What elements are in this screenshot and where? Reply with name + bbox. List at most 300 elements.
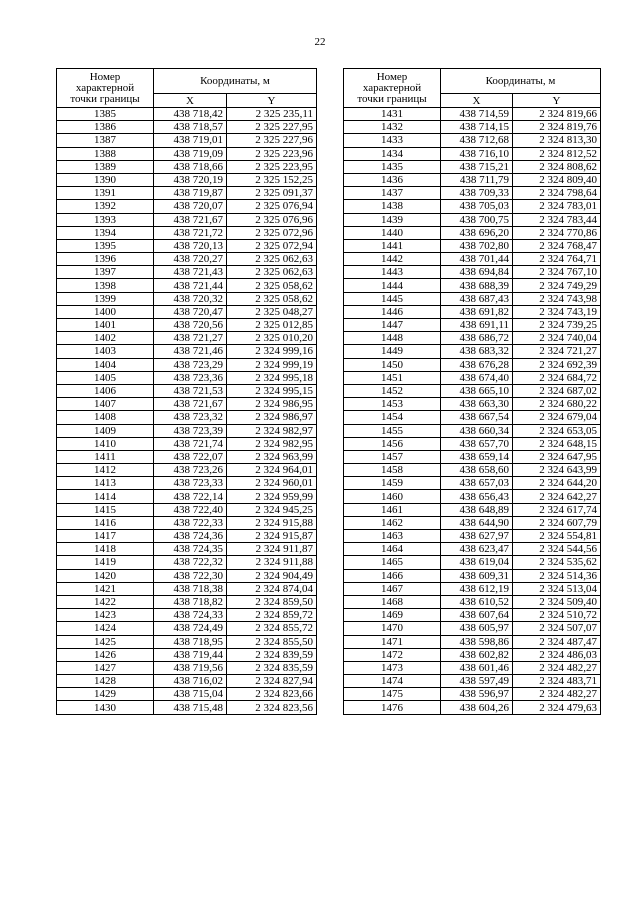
x-coordinate-cell: 438 723,32 [154,411,227,424]
point-number-cell: 1389 [57,160,154,173]
y-coordinate-cell: 2 325 235,11 [227,108,317,121]
table-row [57,609,317,622]
y-coordinate-cell: 2 324 911,87 [227,543,317,556]
page-number: 22 [314,36,326,48]
x-coordinate-cell: 438 718,66 [154,160,227,173]
point-number-cell: 1416 [57,516,154,529]
x-coordinate-cell: 438 597,49 [441,675,513,688]
table-row [344,424,601,437]
point-number-cell: 1403 [57,345,154,358]
point-number-cell: 1460 [344,490,441,503]
y-coordinate-cell: 2 324 960,01 [227,477,317,490]
y-coordinate-cell: 2 325 076,96 [227,213,317,226]
y-coordinate-cell: 2 324 739,25 [513,319,601,332]
x-coordinate-cell: 438 720,13 [154,239,227,252]
point-number-cell: 1432 [344,121,441,134]
y-coordinate-cell: 2 324 874,04 [227,582,317,595]
x-coordinate-cell: 438 720,56 [154,319,227,332]
table-row [57,437,317,450]
point-number-cell: 1426 [57,648,154,661]
table-row [344,701,601,714]
table-row [344,384,601,397]
point-number-cell: 1470 [344,622,441,635]
x-coordinate-cell: 438 719,87 [154,187,227,200]
y-coordinate-cell: 2 324 999,16 [227,345,317,358]
y-coordinate-cell: 2 324 687,02 [513,384,601,397]
table-row [57,622,317,635]
header-x: X [441,94,513,108]
x-coordinate-cell: 438 596,97 [441,688,513,701]
header-point-line: Номер [89,70,121,83]
x-coordinate-cell: 438 722,32 [154,556,227,569]
y-coordinate-cell: 2 324 809,40 [513,173,601,186]
x-coordinate-cell: 438 702,80 [441,239,513,252]
x-coordinate-cell: 438 658,60 [441,464,513,477]
table-row [57,595,317,608]
y-coordinate-cell: 2 325 223,95 [227,160,317,173]
y-coordinate-cell: 2 324 653,05 [513,424,601,437]
y-coordinate-cell: 2 325 072,94 [227,239,317,252]
x-coordinate-cell: 438 715,04 [154,688,227,701]
table-row [344,358,601,371]
table-row [344,595,601,608]
x-coordinate-cell: 438 723,26 [154,464,227,477]
y-coordinate-cell: 2 324 482,27 [513,661,601,674]
table-row [344,582,601,595]
y-coordinate-cell: 2 324 647,95 [513,450,601,463]
point-number-cell: 1424 [57,622,154,635]
x-coordinate-cell: 438 696,20 [441,226,513,239]
x-coordinate-cell: 438 657,70 [441,437,513,450]
x-coordinate-cell: 438 722,33 [154,516,227,529]
point-number-cell: 1468 [344,595,441,608]
point-number-cell: 1472 [344,648,441,661]
point-number-cell: 1445 [344,292,441,305]
x-coordinate-cell: 438 644,90 [441,516,513,529]
y-coordinate-cell: 2 324 721,27 [513,345,601,358]
table-row [57,464,317,477]
x-coordinate-cell: 438 721,53 [154,384,227,397]
table-row [344,516,601,529]
table-row [57,226,317,239]
table-row [57,358,317,371]
y-coordinate-cell: 2 325 058,62 [227,279,317,292]
y-coordinate-cell: 2 324 827,94 [227,675,317,688]
x-coordinate-cell: 438 720,47 [154,305,227,318]
y-coordinate-cell: 2 324 648,15 [513,437,601,450]
x-coordinate-cell: 438 721,44 [154,279,227,292]
point-number-cell: 1400 [57,305,154,318]
table-row [57,266,317,279]
table-row [344,635,601,648]
x-coordinate-cell: 438 716,10 [441,147,513,160]
x-coordinate-cell: 438 686,72 [441,332,513,345]
y-coordinate-cell: 2 324 982,97 [227,424,317,437]
point-number-cell: 1459 [344,477,441,490]
y-coordinate-cell: 2 324 486,03 [513,648,601,661]
point-number-cell: 1408 [57,411,154,424]
table-row [57,160,317,173]
table-row [57,648,317,661]
table-row [57,477,317,490]
y-coordinate-cell: 2 324 904,49 [227,569,317,582]
point-number-cell: 1421 [57,582,154,595]
table-row [57,424,317,437]
point-number-cell: 1440 [344,226,441,239]
point-number-cell: 1433 [344,134,441,147]
point-number-cell: 1429 [57,688,154,701]
x-coordinate-cell: 438 715,48 [154,701,227,714]
point-number-cell: 1393 [57,213,154,226]
point-number-cell: 1454 [344,411,441,424]
x-coordinate-cell: 438 700,75 [441,213,513,226]
header-point-line: характерной [362,81,422,94]
y-coordinate-cell: 2 324 945,25 [227,503,317,516]
table-row [57,569,317,582]
x-coordinate-cell: 438 719,01 [154,134,227,147]
table-row [344,530,601,543]
table-row [344,200,601,213]
y-coordinate-cell: 2 324 764,71 [513,253,601,266]
x-coordinate-cell: 438 657,03 [441,477,513,490]
point-number-cell: 1391 [57,187,154,200]
point-number-cell: 1398 [57,279,154,292]
point-number-cell: 1457 [344,450,441,463]
table-row [57,582,317,595]
y-coordinate-cell: 2 325 010,20 [227,332,317,345]
point-number-cell: 1422 [57,595,154,608]
table-row [57,239,317,252]
point-number-cell: 1447 [344,319,441,332]
header-point-number [344,69,441,108]
point-number-cell: 1461 [344,503,441,516]
y-coordinate-cell: 2 325 076,94 [227,200,317,213]
table-row [344,134,601,147]
x-coordinate-cell: 438 722,40 [154,503,227,516]
table-row [344,622,601,635]
table-row [344,411,601,424]
table-row [57,384,317,397]
y-coordinate-cell: 2 324 554,81 [513,530,601,543]
point-number-cell: 1386 [57,121,154,134]
x-coordinate-cell: 438 721,27 [154,332,227,345]
point-number-cell: 1415 [57,503,154,516]
table-row [57,173,317,186]
y-coordinate-cell: 2 324 855,50 [227,635,317,648]
table-row [344,319,601,332]
y-coordinate-cell: 2 324 959,99 [227,490,317,503]
point-number-cell: 1451 [344,371,441,384]
x-coordinate-cell: 438 705,03 [441,200,513,213]
x-coordinate-cell: 438 660,34 [441,424,513,437]
point-number-cell: 1413 [57,477,154,490]
x-coordinate-cell: 438 722,30 [154,569,227,582]
x-coordinate-cell: 438 715,21 [441,160,513,173]
x-coordinate-cell: 438 718,95 [154,635,227,648]
point-number-cell: 1388 [57,147,154,160]
point-number-cell: 1463 [344,530,441,543]
table-row [344,253,601,266]
point-number-cell: 1419 [57,556,154,569]
x-coordinate-cell: 438 719,56 [154,661,227,674]
y-coordinate-cell: 2 325 048,27 [227,305,317,318]
y-coordinate-cell: 2 325 012,85 [227,319,317,332]
y-coordinate-cell: 2 325 223,96 [227,147,317,160]
x-coordinate-cell: 438 718,38 [154,582,227,595]
point-number-cell: 1414 [57,490,154,503]
x-coordinate-cell: 438 607,64 [441,609,513,622]
y-coordinate-cell: 2 324 986,95 [227,398,317,411]
y-coordinate-cell: 2 324 808,62 [513,160,601,173]
point-number-cell: 1469 [344,609,441,622]
y-coordinate-cell: 2 324 813,30 [513,134,601,147]
table-row [57,411,317,424]
table-row [57,253,317,266]
point-number-cell: 1443 [344,266,441,279]
table-row [344,108,601,121]
y-coordinate-cell: 2 325 062,63 [227,253,317,266]
x-coordinate-cell: 438 720,19 [154,173,227,186]
point-number-cell: 1387 [57,134,154,147]
point-number-cell: 1394 [57,226,154,239]
y-coordinate-cell: 2 324 483,71 [513,675,601,688]
table-row [57,450,317,463]
point-number-cell: 1385 [57,108,154,121]
x-coordinate-cell: 438 663,30 [441,398,513,411]
x-coordinate-cell: 438 721,67 [154,398,227,411]
table-row [57,319,317,332]
x-coordinate-cell: 438 623,47 [441,543,513,556]
x-coordinate-cell: 438 683,32 [441,345,513,358]
table-row [57,292,317,305]
y-coordinate-cell: 2 324 479,63 [513,701,601,714]
y-coordinate-cell: 2 325 062,63 [227,266,317,279]
x-coordinate-cell: 438 687,43 [441,292,513,305]
table-row [57,516,317,529]
y-coordinate-cell: 2 324 812,52 [513,147,601,160]
point-number-cell: 1407 [57,398,154,411]
y-coordinate-cell: 2 324 823,66 [227,688,317,701]
point-number-cell: 1409 [57,424,154,437]
x-coordinate-cell: 438 598,86 [441,635,513,648]
y-coordinate-cell: 2 324 963,99 [227,450,317,463]
y-coordinate-cell: 2 324 839,59 [227,648,317,661]
point-number-cell: 1442 [344,253,441,266]
point-number-cell: 1466 [344,569,441,582]
y-coordinate-cell: 2 324 819,76 [513,121,601,134]
x-coordinate-cell: 438 718,82 [154,595,227,608]
table-row [344,648,601,661]
x-coordinate-cell: 438 721,67 [154,213,227,226]
table-row [57,147,317,160]
table-row [344,121,601,134]
table-row [344,305,601,318]
y-coordinate-cell: 2 324 743,98 [513,292,601,305]
x-coordinate-cell: 438 676,28 [441,358,513,371]
y-coordinate-cell: 2 324 982,95 [227,437,317,450]
y-coordinate-cell: 2 324 859,72 [227,609,317,622]
point-number-cell: 1434 [344,147,441,160]
y-coordinate-cell: 2 324 819,66 [513,108,601,121]
point-number-cell: 1431 [344,108,441,121]
x-coordinate-cell: 438 610,52 [441,595,513,608]
table-row [344,490,601,503]
y-coordinate-cell: 2 324 855,72 [227,622,317,635]
table-row [344,173,601,186]
x-coordinate-cell: 438 711,79 [441,173,513,186]
x-coordinate-cell: 438 665,10 [441,384,513,397]
table-row [57,661,317,674]
point-number-cell: 1474 [344,675,441,688]
table-row [344,398,601,411]
y-coordinate-cell: 2 324 544,56 [513,543,601,556]
header-point-line: Номер [376,70,408,83]
y-coordinate-cell: 2 324 915,88 [227,516,317,529]
x-coordinate-cell: 438 723,33 [154,477,227,490]
point-number-cell: 1467 [344,582,441,595]
x-coordinate-cell: 438 714,59 [441,108,513,121]
y-coordinate-cell: 2 324 487,47 [513,635,601,648]
table-row [344,213,601,226]
point-number-cell: 1420 [57,569,154,582]
header-coordinates: Координаты, м [441,69,601,94]
y-coordinate-cell: 2 324 482,27 [513,688,601,701]
point-number-cell: 1417 [57,530,154,543]
table-row [344,503,601,516]
x-coordinate-cell: 438 721,72 [154,226,227,239]
x-coordinate-cell: 438 602,82 [441,648,513,661]
y-coordinate-cell: 2 324 692,39 [513,358,601,371]
y-coordinate-cell: 2 324 798,64 [513,187,601,200]
x-coordinate-cell: 438 723,36 [154,371,227,384]
point-number-cell: 1446 [344,305,441,318]
y-coordinate-cell: 2 324 986,97 [227,411,317,424]
y-coordinate-cell: 2 324 535,62 [513,556,601,569]
x-coordinate-cell: 438 609,31 [441,569,513,582]
y-coordinate-cell: 2 324 964,01 [227,464,317,477]
table-row [57,345,317,358]
point-number-cell: 1436 [344,173,441,186]
point-number-cell: 1437 [344,187,441,200]
y-coordinate-cell: 2 324 740,04 [513,332,601,345]
point-number-cell: 1427 [57,661,154,674]
table-row [344,661,601,674]
table-row [57,121,317,134]
x-coordinate-cell: 438 694,84 [441,266,513,279]
x-coordinate-cell: 438 619,04 [441,556,513,569]
y-coordinate-cell: 2 324 679,04 [513,411,601,424]
x-coordinate-cell: 438 720,07 [154,200,227,213]
y-coordinate-cell: 2 324 835,59 [227,661,317,674]
y-coordinate-cell: 2 325 091,37 [227,187,317,200]
table-row [344,543,601,556]
table-row [344,345,601,358]
point-number-cell: 1453 [344,398,441,411]
header-point-line: точки границы [70,92,140,105]
x-coordinate-cell: 438 724,33 [154,609,227,622]
x-coordinate-cell: 438 701,44 [441,253,513,266]
y-coordinate-cell: 2 324 995,18 [227,371,317,384]
x-coordinate-cell: 438 656,43 [441,490,513,503]
point-number-cell: 1411 [57,450,154,463]
header-coordinates: Координаты, м [154,69,317,94]
table-row [344,371,601,384]
point-number-cell: 1404 [57,358,154,371]
point-number-cell: 1444 [344,279,441,292]
table-row [57,332,317,345]
coordinates-table-left [56,68,317,715]
x-coordinate-cell: 438 605,97 [441,622,513,635]
y-coordinate-cell: 2 324 509,40 [513,595,601,608]
point-number-cell: 1428 [57,675,154,688]
coordinates-table-right [343,68,601,715]
point-number-cell: 1441 [344,239,441,252]
y-coordinate-cell: 2 324 783,01 [513,200,601,213]
table-row [344,688,601,701]
table-row [344,292,601,305]
point-number-cell: 1395 [57,239,154,252]
x-coordinate-cell: 438 688,39 [441,279,513,292]
x-coordinate-cell: 438 724,35 [154,543,227,556]
table-row [57,305,317,318]
x-coordinate-cell: 438 718,57 [154,121,227,134]
x-coordinate-cell: 438 724,36 [154,530,227,543]
y-coordinate-cell: 2 324 642,27 [513,490,601,503]
point-number-cell: 1455 [344,424,441,437]
table-row [344,160,601,173]
y-coordinate-cell: 2 324 768,47 [513,239,601,252]
x-coordinate-cell: 438 721,46 [154,345,227,358]
y-coordinate-cell: 2 324 995,15 [227,384,317,397]
point-number-cell: 1450 [344,358,441,371]
point-number-cell: 1430 [57,701,154,714]
table-row [344,279,601,292]
table-row [344,609,601,622]
table-row [57,371,317,384]
point-number-cell: 1462 [344,516,441,529]
point-number-cell: 1449 [344,345,441,358]
header-y: Y [513,94,601,108]
x-coordinate-cell: 438 648,89 [441,503,513,516]
y-coordinate-cell: 2 324 767,10 [513,266,601,279]
x-coordinate-cell: 438 627,97 [441,530,513,543]
x-coordinate-cell: 438 720,32 [154,292,227,305]
y-coordinate-cell: 2 324 680,22 [513,398,601,411]
point-number-cell: 1465 [344,556,441,569]
x-coordinate-cell: 438 723,39 [154,424,227,437]
y-coordinate-cell: 2 324 859,50 [227,595,317,608]
x-coordinate-cell: 438 674,40 [441,371,513,384]
table-row [57,688,317,701]
point-number-cell: 1401 [57,319,154,332]
y-coordinate-cell: 2 324 770,86 [513,226,601,239]
table-row [57,187,317,200]
table-row [57,134,317,147]
x-coordinate-cell: 438 721,74 [154,437,227,450]
y-coordinate-cell: 2 324 743,19 [513,305,601,318]
y-coordinate-cell: 2 324 607,79 [513,516,601,529]
table-row [344,187,601,200]
x-coordinate-cell: 438 722,07 [154,450,227,463]
y-coordinate-cell: 2 324 643,99 [513,464,601,477]
table-row [57,543,317,556]
table-row [344,569,601,582]
x-coordinate-cell: 438 667,54 [441,411,513,424]
header-x: X [154,94,227,108]
y-coordinate-cell: 2 324 644,20 [513,477,601,490]
point-number-cell: 1410 [57,437,154,450]
header-point-line: характерной [75,81,135,94]
